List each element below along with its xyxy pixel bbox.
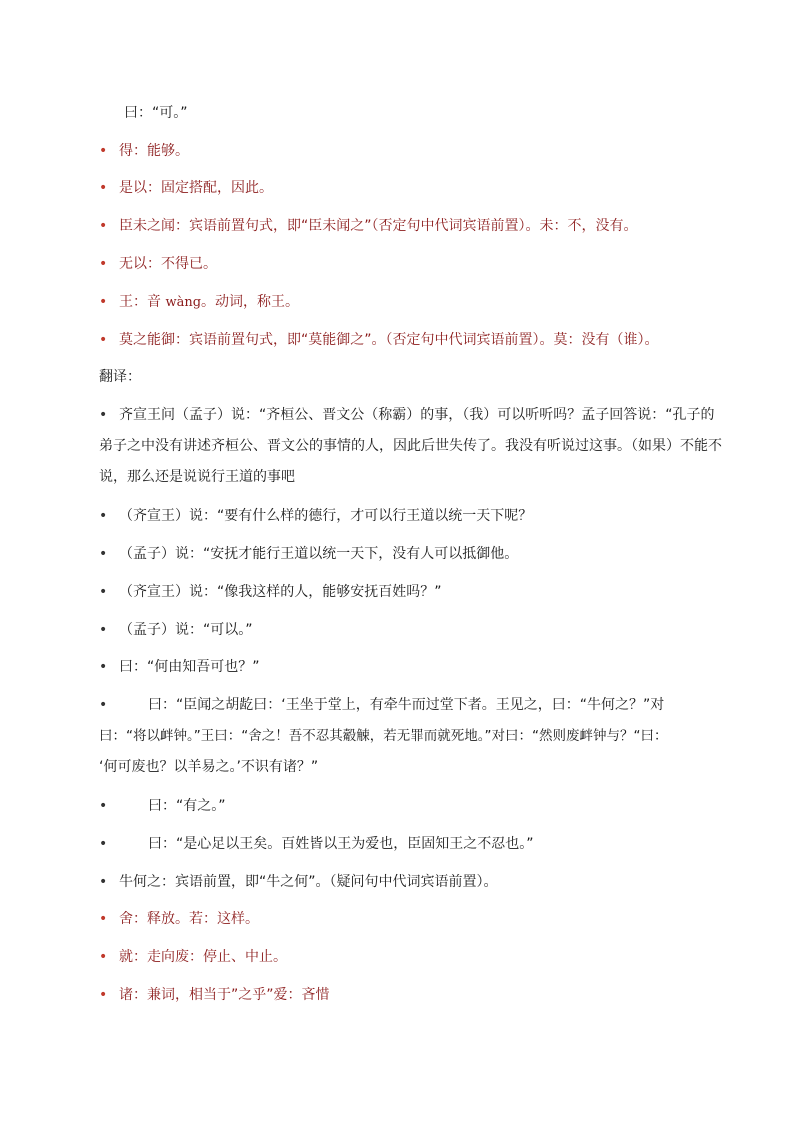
- original-line-youzhi: 曰：“有之。”: [148, 798, 226, 814]
- note-jiu: 就：走向废：停止、中止。: [119, 949, 287, 965]
- bullet: •: [99, 622, 108, 638]
- translation-heading: 翻译：: [99, 369, 141, 385]
- note-wang-suffix: 。动词，称王。: [201, 294, 300, 310]
- bullet: •: [99, 294, 108, 310]
- note-chenweizhiwen: 臣未之闻：宾语前置句式，即“臣未闻之”（否定句中代词宾语前置）。未：不，没有。: [119, 218, 638, 234]
- translation-p2: （齐宣王）说：“要有什么样的德行，才可以行王道以统一天下呢？: [119, 508, 533, 524]
- bullet: •: [99, 911, 108, 927]
- translation-p1-line2: 弟子之中没有讲述齐桓公、晋文公的事情的人，因此后世失传了。我没有听说过这事。（如果）不能不: [99, 438, 722, 454]
- bullet: •: [99, 949, 108, 965]
- translation-p1-line3: 说，那么还是说说行王道的事吧: [99, 469, 295, 485]
- bullet: •: [99, 218, 108, 234]
- original-line-heyou: 曰：“何由知吾可也？”: [119, 659, 260, 675]
- original-line-huhe-3: ‘何可废也？以羊易之。’不识有诸？”: [99, 759, 319, 775]
- bullet: •: [99, 798, 108, 814]
- bullet: •: [99, 143, 108, 159]
- note-wang-pinyin: wàng: [165, 295, 202, 310]
- original-line-huhe-1: 曰：“臣闻之胡龁曰：‘王坐于堂上，有牵牛而过堂下者。王见之，曰：“牛何之？”对: [148, 697, 665, 713]
- translation-p3: （孟子）说：“安抚才能行王道以统一天下，没有人可以抵御他。: [119, 546, 519, 562]
- bullet: •: [99, 874, 108, 890]
- translation-p4: （齐宣王）说：“像我这样的人，能够安抚百姓吗？”: [119, 584, 442, 600]
- bullet: •: [99, 256, 108, 272]
- original-line-huhe-2: 曰：“将以衅钟。”王曰：“舍之！吾不忍其觳觫，若无罪而就死地。”对曰：“然则废衅钟与？“曰：: [99, 728, 668, 744]
- note-mozhinengyu: 莫之能御：宾语前置句式，即“莫能御之”。（否定句中代词宾语前置）。莫：没有（谁）。: [119, 332, 659, 348]
- note-wang-prefix: 王：音: [119, 294, 166, 310]
- note-she: 舍：释放。若：这样。: [119, 911, 259, 927]
- note-wuyi: 无以：不得已。: [119, 256, 217, 272]
- translation-p1-line1: 齐宣王问（孟子）说：“齐桓公、晋文公（称霸）的事，（我）可以听听吗？孟子回答说：“孔子的: [119, 407, 715, 423]
- bullet: •: [99, 697, 108, 713]
- bullet: •: [99, 508, 108, 524]
- translation-p5: （孟子）说：“可以。”: [119, 622, 253, 638]
- bullet: •: [99, 546, 108, 562]
- original-line-ke: 曰：“可。”: [124, 105, 188, 121]
- bullet: •: [99, 332, 108, 348]
- bullet: •: [99, 987, 108, 1003]
- note-zhu: 诸：兼词，相当于”之乎”爱：吝惜: [119, 987, 330, 1003]
- bullet: •: [99, 836, 108, 852]
- note-wang: [119, 292, 299, 313]
- bullet: •: [99, 407, 108, 423]
- original-line-shixin: 曰：“是心足以王矣。百姓皆以王为爱也，臣固知王之不忍也。”: [148, 836, 534, 852]
- note-shiyi: 是以：固定搭配，因此。: [119, 180, 273, 196]
- note-de: 得：能够。: [119, 143, 189, 159]
- bullet: •: [99, 180, 108, 196]
- bullet: •: [99, 584, 108, 600]
- note-niuhezhi: 牛何之：宾语前置，即“牛之何”。（疑问句中代词宾语前置）。: [119, 874, 498, 890]
- bullet: •: [99, 659, 108, 675]
